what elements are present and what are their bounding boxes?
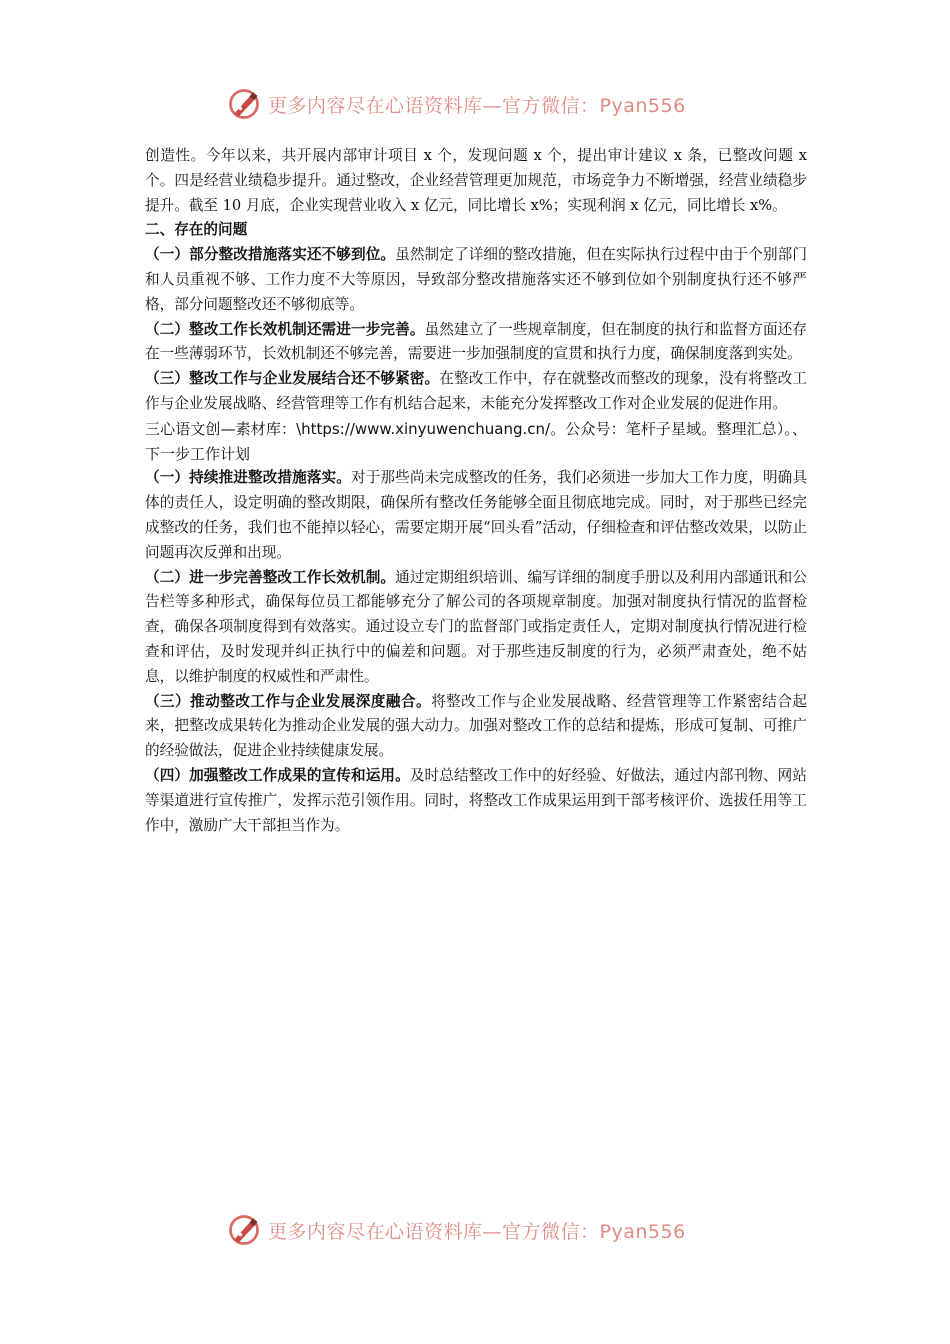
paragraph-plan-4: （四）加强整改工作成果的宣传和运用。及时总结整改工作中的好经验、好做法，通过内部刊物、网站等渠道进行宣传推广，发挥示范引领作用。同时，将整改工作成果运用到干部考核评价、选拔任用等工作中，激励广大干部担当作为。 bbox=[145, 766, 807, 834]
paragraph-plan-1: （一）持续推进整改措施落实。对于那些尚未完成整改的任务，我们必须进一步加大工作力度，明确具体的责任人，设定明确的整改期限，确保所有整改任务能够全面且彻底地完成。同时，对于那些已经完成整改的任务，我们也不能掉以轻心，需要定期开展“回头看”活动，仔细检查和评估整改效果，以防止问题再次反弹和出现。 bbox=[145, 469, 807, 561]
paragraph-achievements: 创造性。今年以来，共开展内部审计项目 x 个，发现问题 x 个，提出审计建议 x 条，已整改问题 x 个。四是经营业绩稳步提升。通过整改，企业经营管理更加规范，市场竞争力不断增强，经营业绩稳步提升。截至 10 月底，企业实现营业收入 x 亿元，同比增长 x%；实现利润 x 亿元，同比增长 x%。 bbox=[145, 147, 807, 214]
pen-logo-icon bbox=[226, 1212, 262, 1248]
document-body bbox=[145, 144, 807, 838]
footer-banner bbox=[226, 1210, 746, 1250]
paragraph-problem-1: （一）部分整改措施落实还不够到位。虽然制定了详细的整改措施，但在实际执行过程中由于个别部门和人员重视不够、工作力度不大等原因，导致部分整改措施落实还不够到位如个别制度执行还不够严格，部分问题整改还不够彻底等。 bbox=[145, 246, 807, 313]
pen-logo-icon bbox=[226, 86, 262, 122]
section-heading-problems: 二、存在的问题 bbox=[145, 221, 248, 239]
banner-text: 更多内容尽在心语资料库—官方微信：Pyan556 bbox=[268, 94, 686, 117]
paragraph-plan-2: （二）进一步完善整改工作长效机制。通过定期组织培训、编写详细的制度手册以及利用内部通讯和公告栏等多种形式，确保每位员工都能够充分了解公司的各项规章制度。加强对制度执行情况的监督检查，确保各项制度得到有效落实。通过设立专门的监督部门或指定责任人，定期对制度执行情况进行检查和评估，及时发现并纠正执行中的偏差和问题。对于那些违反制度的行为，必须严肃查处，绝不姑息，以维护制度的权威性和严肃性。 bbox=[145, 568, 807, 685]
paragraph-problem-3: （三）整改工作与企业发展结合还不够紧密。在整改工作中，存在就整改而整改的现象，没有将整改工作与企业发展战略、经营管理等工作有机结合起来，未能充分发挥整改工作对企业发展的促进作用。 bbox=[145, 370, 807, 412]
banner-text: 更多内容尽在心语资料库—官方微信：Pyan556 bbox=[268, 1220, 686, 1243]
paragraph-source-note: 三心语文创—素材库：\https://www.xinyuwenchuang.cn/。公众号：笔杆子星域。整理汇总）。、下一步工作计划 bbox=[145, 419, 807, 463]
header-banner bbox=[226, 84, 746, 124]
paragraph-plan-3: （三）推动整改工作与企业发展深度融合。将整改工作与企业发展战略、经营管理等工作紧密结合起来，把整改成果转化为推动企业发展的强大动力。加强对整改工作的总结和提炼，形成可复制、可推广的经验做法，促进企业持续健康发展。 bbox=[145, 692, 807, 760]
paragraph-problem-2: （二）整改工作长效机制还需进一步完善。虽然建立了一些规章制度，但在制度的执行和监督方面还存在一些薄弱环节，长效机制还不够完善，需要进一步加强制度的宣贯和执行力度，确保制度落到实处。 bbox=[145, 320, 807, 363]
